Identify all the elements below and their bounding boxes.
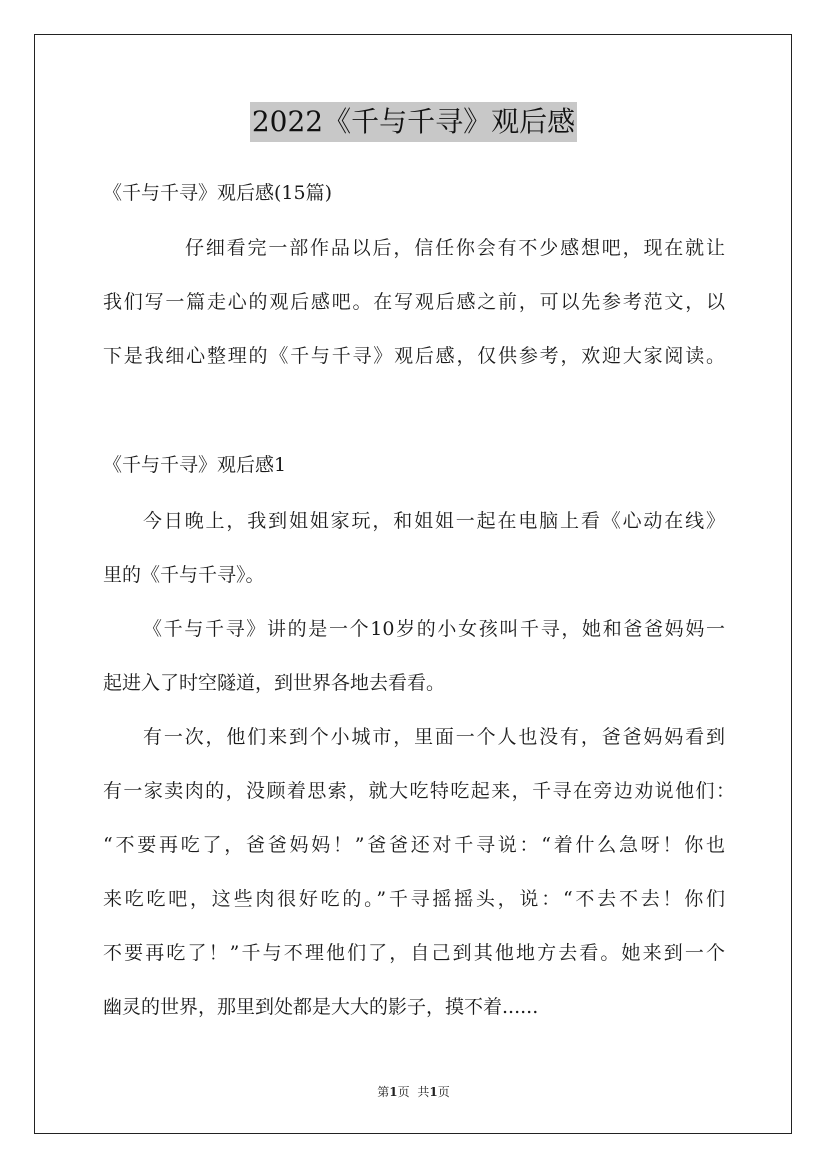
body-line: 起进入了时空隧道，到世界各地去看看。 bbox=[103, 672, 446, 694]
intro-line: 我们写一篇走心的观后感吧。在写观后感之前，可以先参考范文，以 bbox=[103, 291, 725, 313]
intro-line: 仔细看完一部作品以后，信任你会有不少感想吧，现在就让 bbox=[185, 237, 725, 259]
body-line: 《千与千寻》讲的是一个10岁的小女孩叫千寻，她和爸爸妈妈一 bbox=[143, 618, 725, 640]
body-line: 不要再吃了！”千与不理他们了，自己到其他地方去看。她来到一个 bbox=[103, 942, 725, 964]
section-heading: 《千与千寻》观后感1 bbox=[103, 454, 287, 476]
page-footer bbox=[0, 1083, 827, 1100]
body-line: 有一次，他们来到个小城市，里面一个人也没有，爸爸妈妈看到 bbox=[143, 726, 725, 748]
title-container bbox=[0, 102, 827, 142]
footer-page-prefix: 第 bbox=[377, 1085, 390, 1099]
body-line: 来吃吃吧，这些肉很好吃的。”千寻摇摇头，说：“不去不去！你们 bbox=[103, 888, 725, 910]
intro-line: 下是我细心整理的《千与千寻》观后感，仅供参考，欢迎大家阅读。 bbox=[103, 345, 725, 367]
body-line: “不要再吃了，爸爸妈妈！”爸爸还对千寻说：“着什么急呀！你也 bbox=[103, 834, 725, 856]
footer-total-suffix: 页 bbox=[437, 1085, 450, 1099]
body-line: 幽灵的世界，那里到处都是大大的影子，摸不着...... bbox=[103, 996, 539, 1018]
document-title: 2022《千与千寻》观后感 bbox=[250, 102, 577, 142]
footer-page-suffix: 页 bbox=[397, 1085, 410, 1099]
body-line: 有一家卖肉的，没顾着思索，就大吃特吃起来，千寻在旁边劝说他们： bbox=[103, 780, 735, 802]
body-line: 里的《千与千寻》。 bbox=[103, 564, 265, 586]
footer-total-number: 1 bbox=[429, 1085, 438, 1099]
document-subtitle: 《千与千寻》观后感(15篇) bbox=[103, 182, 333, 204]
footer-page-number: 1 bbox=[389, 1085, 398, 1099]
footer-total-prefix: 共 bbox=[417, 1085, 430, 1099]
body-line: 今日晚上，我到姐姐家玩，和姐姐一起在电脑上看《心动在线》 bbox=[143, 510, 725, 532]
